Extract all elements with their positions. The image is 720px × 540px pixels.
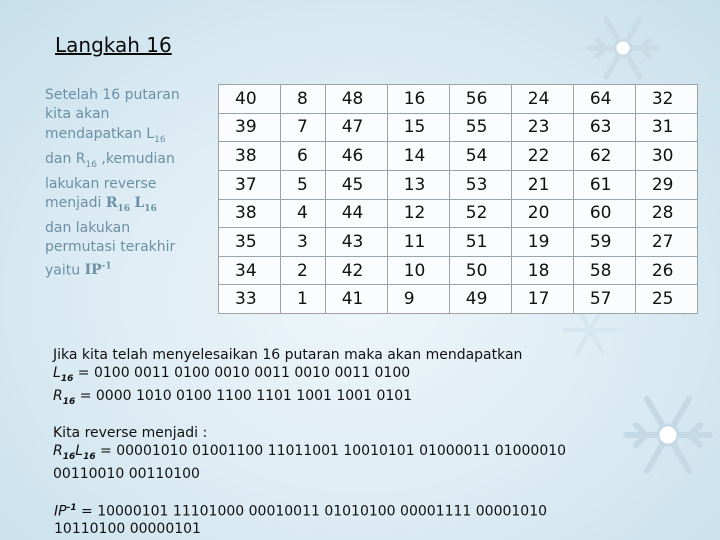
intro-line	[45, 258, 215, 281]
reverse-text	[53, 425, 693, 483]
intro-line	[45, 150, 215, 175]
snowflake-icon	[583, 8, 663, 88]
table-row	[219, 199, 698, 228]
table-cell: 5	[281, 170, 326, 199]
table-cell: 42	[325, 256, 387, 285]
table-cell: 39	[219, 113, 281, 142]
ip-line: $IP^{-1} = 10000101$ 11101000 00010011 01010100 00001111 00001010	[54, 503, 548, 520]
result-line: Jika kita telah menyelesaikan 16 putaran maka akan mendapatkan	[53, 347, 523, 363]
table-cell: 12	[387, 199, 449, 228]
table-cell: 22	[511, 142, 573, 171]
table-cell: 19	[511, 228, 573, 257]
intro-text-fragment: dan R	[45, 150, 86, 167]
table-cell: 6	[281, 142, 326, 171]
table-cell: 40	[219, 85, 281, 114]
table-cell: 43	[325, 228, 387, 257]
table-cell: 20	[511, 199, 573, 228]
table-cell: 21	[511, 170, 573, 199]
table-cell: 23	[511, 113, 573, 142]
table-cell: 63	[573, 113, 635, 142]
result-text	[53, 347, 693, 411]
l16-line: $L_{16} = 0100$ 0011 0100 0010 0011 0010 0011 0100	[53, 364, 411, 384]
table-row	[219, 285, 698, 314]
table-cell: 33	[219, 285, 281, 314]
intro-line: Setelah 16 putaran	[45, 87, 180, 103]
table-cell: 38	[219, 199, 281, 228]
table-cell: 13	[387, 170, 449, 199]
table-cell: 57	[573, 285, 635, 314]
r16-line: $R_{16} = 0000$ 1010 0100 1100 1101 1001 1001 0101	[53, 387, 413, 407]
symbol-ip-inverse: $IP^{-1}$	[84, 261, 112, 279]
table-cell: 16	[387, 85, 449, 114]
intro-text-fragment: menjadi	[45, 195, 102, 212]
table-cell: 59	[573, 228, 635, 257]
table-cell: 32	[635, 85, 697, 114]
table-cell: 55	[449, 113, 511, 142]
table-cell: 30	[635, 142, 697, 171]
table-cell: 17	[511, 285, 573, 314]
table-cell: 44	[325, 199, 387, 228]
table-row	[219, 228, 698, 257]
table-cell: 54	[449, 142, 511, 171]
symbol-r16: $R_{16}$	[105, 195, 130, 214]
table-row	[219, 85, 698, 114]
table-cell: 27	[635, 228, 697, 257]
table-row	[219, 256, 698, 285]
table-row	[219, 113, 698, 142]
table-cell: 34	[219, 256, 281, 285]
table-cell: 4	[281, 199, 326, 228]
reverse-heading: Kita reverse menjadi :	[53, 425, 208, 441]
table-cell: 46	[325, 142, 387, 171]
intro-text	[45, 86, 215, 281]
table-cell: 18	[511, 256, 573, 285]
intro-line: kita akan	[45, 106, 110, 123]
intro-text-fragment: ,kemudian	[96, 150, 175, 167]
table-cell: 26	[635, 256, 697, 285]
slide-title: Langkah 16	[55, 33, 172, 57]
table-cell: 2	[281, 256, 326, 285]
table-cell: 41	[325, 285, 387, 314]
table-cell: 60	[573, 199, 635, 228]
table-cell: 9	[387, 285, 449, 314]
intro-line: dan lakukan	[45, 220, 131, 237]
table-cell: 37	[219, 170, 281, 199]
table-cell: 35	[219, 228, 281, 257]
table-cell: 10	[387, 256, 449, 285]
r16l16-line: $R_{16}L_{16} = 00001010$ 01001100 11011001 10010101 01000011 01000010	[53, 442, 567, 462]
intro-text-fragment: yaitu	[45, 262, 81, 279]
intro-text-fragment: mendapatkan L	[45, 125, 155, 142]
table-cell: 28	[635, 199, 697, 228]
ip-line-continued: 10110100 00000101	[54, 521, 201, 538]
table-row	[219, 142, 698, 171]
table-cell: 31	[635, 113, 697, 142]
intro-line	[45, 194, 215, 219]
table-cell: 15	[387, 113, 449, 142]
subscript: 16	[154, 134, 166, 145]
subscript: 16	[85, 159, 97, 170]
table-cell: 47	[325, 113, 387, 142]
table-cell: 52	[449, 199, 511, 228]
table-cell: 45	[325, 170, 387, 199]
table-cell: 7	[281, 113, 326, 142]
table-cell: 24	[511, 85, 573, 114]
table-cell: 50	[449, 256, 511, 285]
table-cell: 49	[449, 285, 511, 314]
table-cell: 48	[325, 85, 387, 114]
table-cell: 29	[635, 170, 697, 199]
table-cell: 14	[387, 142, 449, 171]
intro-line: permutasi terakhir	[45, 239, 176, 256]
ip-inverse-table	[218, 84, 698, 314]
table-cell: 11	[387, 228, 449, 257]
table-cell: 3	[281, 228, 326, 257]
intro-line: lakukan reverse	[45, 175, 157, 192]
table-cell: 8	[281, 85, 326, 114]
r16l16-line-continued: 00110010 00110100	[53, 465, 200, 482]
table-cell: 56	[449, 85, 511, 114]
table-cell: 53	[449, 170, 511, 199]
table-cell: 25	[635, 285, 697, 314]
symbol-l16: $L_{16}$	[134, 195, 157, 214]
intro-line	[45, 125, 215, 150]
table-cell: 1	[281, 285, 326, 314]
table-row	[219, 170, 698, 199]
table-cell: 61	[573, 170, 635, 199]
table-cell: 64	[573, 85, 635, 114]
table-cell: 38	[219, 142, 281, 171]
table-cell: 58	[573, 256, 635, 285]
table-cell: 51	[449, 228, 511, 257]
ip-inverse-result	[54, 500, 694, 539]
table-cell: 62	[573, 142, 635, 171]
